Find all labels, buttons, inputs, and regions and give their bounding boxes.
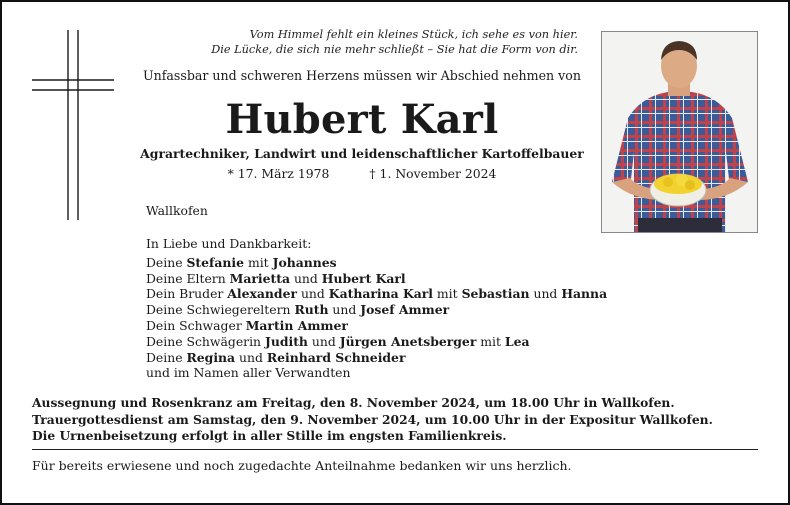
mourner-line — [146, 365, 607, 381]
notice-line: Die Urnenbeisetzung erfolgt in aller Stille im engsten Familienkreis. — [32, 428, 507, 443]
mourner-text: und — [328, 302, 361, 318]
mourner-name: Martin Ammer — [245, 317, 348, 333]
mourners-list — [146, 236, 607, 381]
notice-line: Aussegnung und Rosenkranz am Freitag, den 8. November 2024, um 18.00 Uhr in Wallkofen. — [32, 395, 675, 410]
divider — [32, 449, 758, 450]
place: Wallkofen — [146, 203, 208, 218]
mourner-name: Jürgen Anetsberger — [339, 333, 477, 349]
mourner-text: und — [235, 349, 267, 365]
mourner-text: Deine Schwiegereltern — [146, 302, 295, 318]
mourner-name: Lea — [504, 333, 530, 349]
mourner-name: Katharina Karl — [328, 286, 433, 302]
funeral-notice — [32, 395, 713, 445]
quote-line: Die Lücke, die sich nie mehr schließt – Sie hat die Form von dir. — [211, 42, 578, 56]
birth-date: * 17. März 1978 — [227, 166, 330, 181]
mourner-name: Stefanie — [186, 254, 244, 270]
mourner-text: und — [297, 286, 329, 302]
mourner-name: Ruth — [294, 302, 329, 318]
mourner-text: und — [529, 286, 562, 302]
mourner-line — [146, 302, 607, 318]
mourner-text: Deine Schwägerin — [146, 333, 265, 349]
thanks-text: Für bereits erwiesene und noch zugedachte Anteilnahme bedanken wir uns herzlich. — [32, 458, 572, 473]
mourner-text: mit — [476, 333, 505, 349]
mourner-name: Josef Ammer — [360, 302, 450, 318]
portrait-photo — [601, 31, 758, 233]
mourner-line — [146, 334, 607, 350]
mourner-name: Marietta — [229, 270, 290, 286]
mourner-name: Hanna — [561, 286, 608, 302]
mourner-name: Hubert Karl — [321, 270, 406, 286]
mourner-text: Dein Schwager — [146, 317, 246, 333]
mourner-name: Sebastian — [461, 286, 530, 302]
mourner-text: und — [290, 270, 322, 286]
death-date: † 1. November 2024 — [369, 166, 497, 181]
mourners-intro: In Liebe und Dankbarkeit: — [146, 236, 312, 251]
mourner-text: Dein Bruder — [146, 286, 228, 302]
mourner-line — [146, 286, 607, 302]
mourner-line — [146, 318, 607, 334]
mourner-line — [146, 350, 607, 366]
mourner-text: mit — [244, 254, 273, 270]
occupation: Agrartechniker, Landwirt und leidenschaftlicher Kartoffelbauer — [140, 146, 584, 161]
mourner-text: mit — [432, 286, 462, 302]
deceased-name: Hubert Karl — [225, 96, 499, 143]
mourner-name: Judith — [264, 333, 308, 349]
mourner-name: Reinhard Schneider — [266, 349, 406, 365]
mourner-name: Alexander — [227, 286, 298, 302]
mourner-name: Johannes — [272, 254, 337, 270]
memorial-quote — [211, 28, 578, 57]
notice-line: Trauergottesdienst am Samstag, den 9. November 2024, um 10.00 Uhr in der Expositur Wallkofen. — [32, 411, 713, 427]
mourner-text: und — [307, 333, 340, 349]
mourner-text: Deine — [146, 349, 187, 365]
mourner-text: Deine Eltern — [146, 270, 230, 286]
quote-line: Vom Himmel fehlt ein kleines Stück, ich sehe es von hier. — [249, 28, 578, 41]
mourner-name: Regina — [186, 349, 236, 365]
mourner-line — [146, 255, 607, 271]
mourner-text: und im Namen aller Verwandten — [146, 365, 351, 381]
mourner-text: Deine — [146, 254, 187, 270]
intro-text: Unfassbar und schweren Herzens müssen wir Abschied nehmen von — [143, 68, 581, 83]
mourner-line — [146, 271, 607, 287]
